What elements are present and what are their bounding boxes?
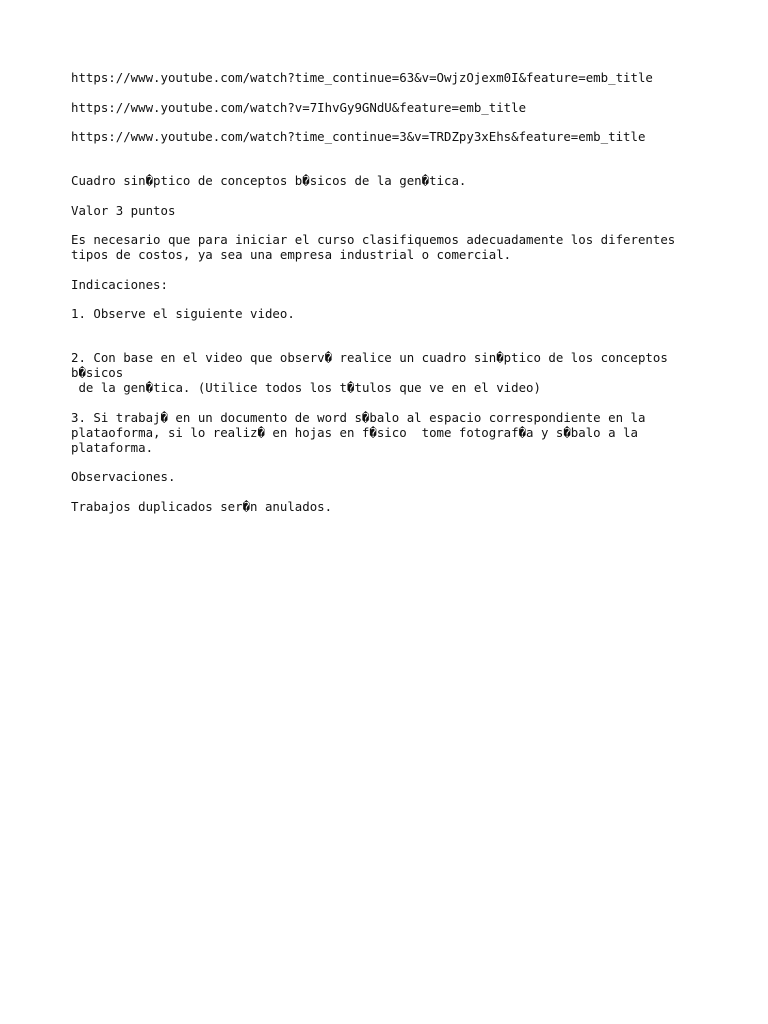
assignment-intro: Es necesario que para iniciar el curso clasifiquemos adecuadamente los diferentes tipos de costos, ya sea una empresa industrial o comercial.	[71, 232, 683, 262]
indication-step-2-line-2: de la gen�tica. (Utilice todos los t�tulos que ve en el video)	[71, 380, 541, 395]
video-link-3[interactable]: https://www.youtube.com/watch?time_continue=3&v=TRDZpy3xEhs&feature=emb_title	[71, 129, 646, 144]
assignment-value: Valor 3 puntos	[71, 202, 176, 218]
assignment-title: Cuadro sin�ptico de conceptos b�sicos de la gen�tica.	[71, 173, 467, 188]
observations-heading: Observaciones.	[71, 469, 176, 484]
indication-step-2-line-1: 2. Con base en el video que observ� realice un cuadro sin�ptico de los conceptos b�sicos	[71, 350, 676, 380]
document-page	[71, 70, 701, 514]
indication-step-1: 1. Observe el siguiente video.	[71, 306, 295, 321]
indications-heading: Indicaciones:	[71, 276, 168, 292]
observation-1: Trabajos duplicados ser�n anulados.	[71, 498, 333, 514]
indication-step-3: 3. Si trabaj� en un documento de word s�balo al espacio correspondiente en la plataoforma, si lo realiz� en hojas en f�sico tome fotograf�a y s�balo a la plataforma.	[71, 409, 653, 455]
video-link-2[interactable]: https://www.youtube.com/watch?v=7IhvGy9GNdU&feature=emb_title	[71, 99, 527, 115]
video-link-1[interactable]: https://www.youtube.com/watch?time_continue=63&v=OwjzOjexm0I&feature=emb_title	[71, 70, 653, 85]
